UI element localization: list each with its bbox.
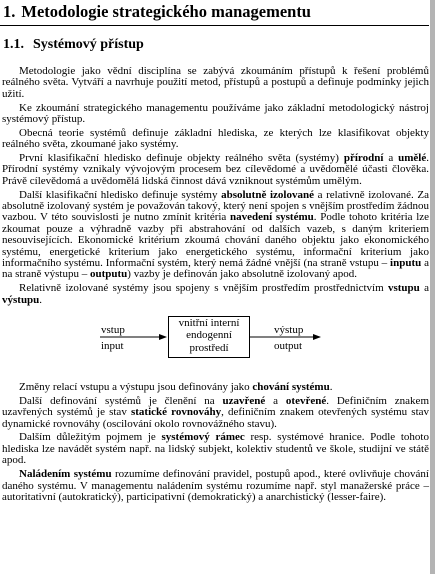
document-body: [2, 66, 429, 506]
bold-term: outputu: [89, 268, 128, 281]
system-box-line-1: vnitřní interní: [178, 317, 240, 330]
bold-term: chování systému: [252, 381, 330, 394]
paragraphs-top: [2, 66, 429, 306]
output-label-cz: výstup: [274, 324, 304, 337]
bold-term: umělé: [398, 152, 427, 165]
paragraphs-bottom: [2, 382, 429, 503]
paragraph: Metodologie jako vědní disciplína se zabývá zkoumáním přístupů k řešení problémů reálného světa. Vytváří a navrhuje použití metod, přístupů a postupů a definuje podmínky jejich užití.: [2, 65, 429, 100]
bold-term: absolutně izolované: [221, 188, 314, 201]
paragraph: Dalším důležitým pojmem je systémový rámec resp. systémové hranice. Podle tohoto hlediska lze navádět systém např. na lidský subjekt, kolektiv studentů ve škole, studijní ve státě apod.: [2, 431, 429, 467]
section-title: Systémový přístup: [33, 37, 144, 52]
heading-rule: [0, 25, 429, 26]
section-heading: [3, 37, 144, 53]
bold-term: přírodní: [343, 152, 384, 165]
paragraph: Naládením systému rozumíme definování pravidel, postupů apod., které ovlivňuje chování daného systému. V managementu naládením systému rozumíme např. styl manažerské práce – autoritativní (autokratický), participativní (demokratický) a anarchistický (lesser-faire).: [2, 468, 429, 503]
output-label-en: output: [274, 340, 303, 353]
bold-term: systémový rámec: [161, 431, 245, 444]
paragraph: Obecná teorie systémů definuje základní hlediska, ze kterých lze klasifikovat objekty reálného světa, zkoumané jako systémy.: [2, 126, 429, 151]
bold-term: otevřené: [285, 394, 327, 407]
input-label-cz: vstup: [101, 324, 125, 337]
chapter-title: Metodologie strategického managementu: [21, 2, 311, 21]
paragraph: Relativně izolované systémy jsou spojeny s vnějším prostředím prostřednictvím vstupu a výstupu.: [2, 282, 429, 306]
paragraph: Ke zkoumání strategického managementu používáme jako základní metodologický nástroj systémový přístup.: [2, 101, 429, 126]
bold-term: výstupu: [2, 293, 40, 306]
bold-term: statické rovnováhy: [130, 406, 222, 419]
bold-term: navedení systému: [230, 211, 314, 224]
paragraph: První klasifikační hledisko definuje objekty reálného světa (systémy) přírodní a umělé. Přírodní systémy vznikaly vývojovým procesem bez cílevědomé a uvědomělé účasti člověka. Právě cílevědomá a uvědomělá lidská činnost dává vzniknout systémům umělým.: [2, 152, 429, 187]
bold-term: vstupu: [387, 282, 420, 295]
window-edge: [430, 0, 435, 574]
input-label-en: input: [101, 340, 124, 353]
bold-term: Naládením systému: [19, 468, 112, 481]
system-box-line-3: prostředí: [189, 341, 229, 354]
bold-term: inputu: [390, 257, 422, 270]
system-box-line-2: endogenní: [186, 329, 232, 342]
paragraph: Změny relací vstupu a výstupu jsou definovány jako chování systému.: [19, 381, 333, 394]
chapter-number: 1.: [3, 2, 16, 21]
system-diagram: [2, 316, 429, 380]
bold-term: uzavřené: [222, 394, 266, 407]
section-number: 1.1.: [3, 37, 24, 52]
system-box: [168, 316, 250, 358]
chapter-heading: [3, 2, 311, 22]
paragraph: Další klasifikační hledisko definuje systémy absolutně izolované a relativně izolované. Za absolutně izolovaný systém je považován takový, který není spojen s vnějším prostředím žádnou vazbou. V této souvislosti je nutno zmínit kritéria navedení systému. Podle tohoto kritéria lze zkoumat pouze a výhradně vazby při abstrahování od dalších vazeb, s daným kriteriem nesouvisejících. Ekonomické kritérium zkoumá chování daného objektu jako ekonomického systému, energetické kriterium jako energetického systému, informační kriterium jako informačního systému. Informační systém, který nemá žádné vnější (na straně vstupu – inputu a na straně výstupu – outputu) vazby je definován jako absolutně izolovaný apod.: [2, 188, 430, 281]
paragraph: Další definování systémů je členění na uzavřené a otevřené. Definičním znakem uzavřených systémů je stav statické rovnováhy, definičním znakem otevřených systému stav dynamické rovnováhy (oscilování okolo rovnovážného stavu).: [2, 394, 430, 430]
